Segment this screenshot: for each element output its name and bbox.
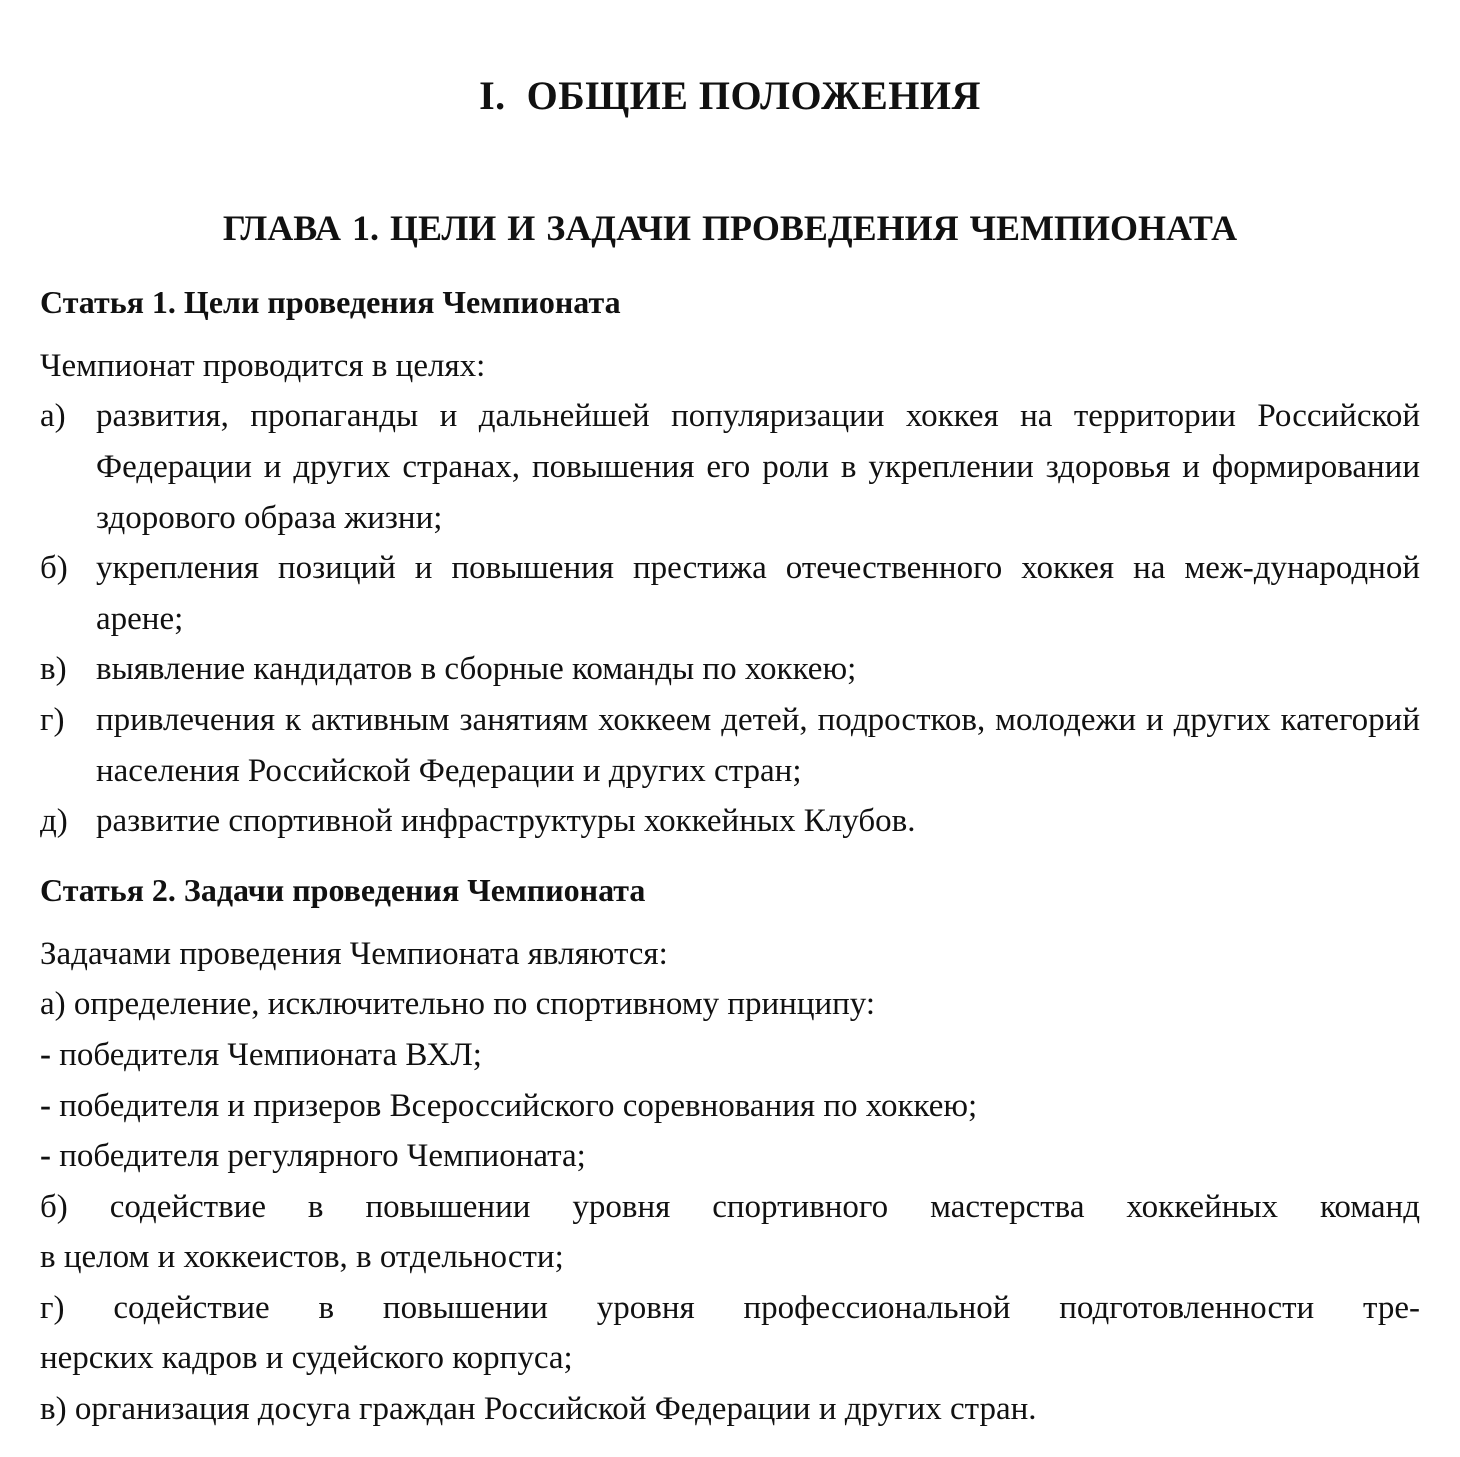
list-item-text: укрепления позиций и повышения престижа отечественного хоккея на меж-дународной арене;: [96, 550, 1420, 637]
article-2-intro: Задачами проведения Чемпионата являются:: [40, 936, 668, 972]
list-item-text: привлечения к активным занятиям хоккеем детей, подростков, молодежи и других категорий населения Российской Федерации и других стран;: [96, 702, 1420, 789]
article-2-item-g-line-2: нерских кадров и судейского корпуса;: [40, 1340, 573, 1376]
article-1-item-d: [40, 796, 1420, 847]
list-marker: в): [40, 651, 67, 687]
article-2-item-v: в) организация досуга граждан Российской Федерации и других стран.: [40, 1391, 1037, 1427]
list-marker: д): [40, 803, 68, 839]
article-2-item-b-line-2: в целом и хоккеистов, в отдельности;: [40, 1239, 564, 1275]
dash-marker: -: [40, 1037, 51, 1073]
chapter-title: ГЛАВА 1. ЦЕЛИ И ЗАДАЧИ ПРОВЕДЕНИЯ ЧЕМПИОНАТА: [222, 208, 1238, 248]
article-2-item-b-line-1: б) содействие в повышении уровня спортивного мастерства хоккейных команд: [40, 1189, 1420, 1225]
list-marker: б): [40, 550, 68, 586]
article-1-item-a: [40, 391, 1420, 544]
list-item: [40, 1030, 1420, 1080]
list-item-text: победителя Чемпионата ВХЛ;: [59, 1037, 482, 1073]
article-1-title: Статья 1. Цели проведения Чемпионата: [40, 284, 621, 320]
list-item-text: развитие спортивной инфраструктуры хоккейных Клубов.: [96, 803, 916, 839]
list-marker: г): [40, 702, 65, 738]
list-item: [40, 1081, 1420, 1131]
list-item: [40, 1131, 1420, 1181]
list-item-text: победителя и призеров Всероссийского соревнования по хоккею;: [59, 1088, 978, 1124]
list-item-text: развития, пропаганды и дальнейшей популяризации хоккея на территории Российской Федерации и других странах, повышения его роли в укреплении здоровья и формировании здорового образа жизни;: [96, 398, 1420, 536]
list-item-text: победителя регулярного Чемпионата;: [59, 1138, 586, 1174]
dash-marker: -: [40, 1138, 51, 1174]
list-item-text: выявление кандидатов в сборные команды по хоккею;: [96, 651, 857, 687]
list-marker: а): [40, 398, 66, 434]
article-2-item-a: а) определение, исключительно по спортивному принципу:: [40, 986, 876, 1022]
article-1-item-v: [40, 644, 1420, 695]
article-2-title: Статья 2. Задачи проведения Чемпионата: [40, 872, 646, 908]
article-1-item-b: [40, 543, 1420, 645]
dash-marker: -: [40, 1088, 51, 1124]
section-title: I. ОБЩИЕ ПОЛОЖЕНИЯ: [479, 73, 981, 118]
article-1-item-g: [40, 695, 1420, 797]
article-1-intro: Чемпионат проводится в целях:: [40, 348, 486, 384]
article-2-item-g-line-1: г) содействие в повышении уровня профессиональной подготовленности тре-: [40, 1290, 1420, 1326]
